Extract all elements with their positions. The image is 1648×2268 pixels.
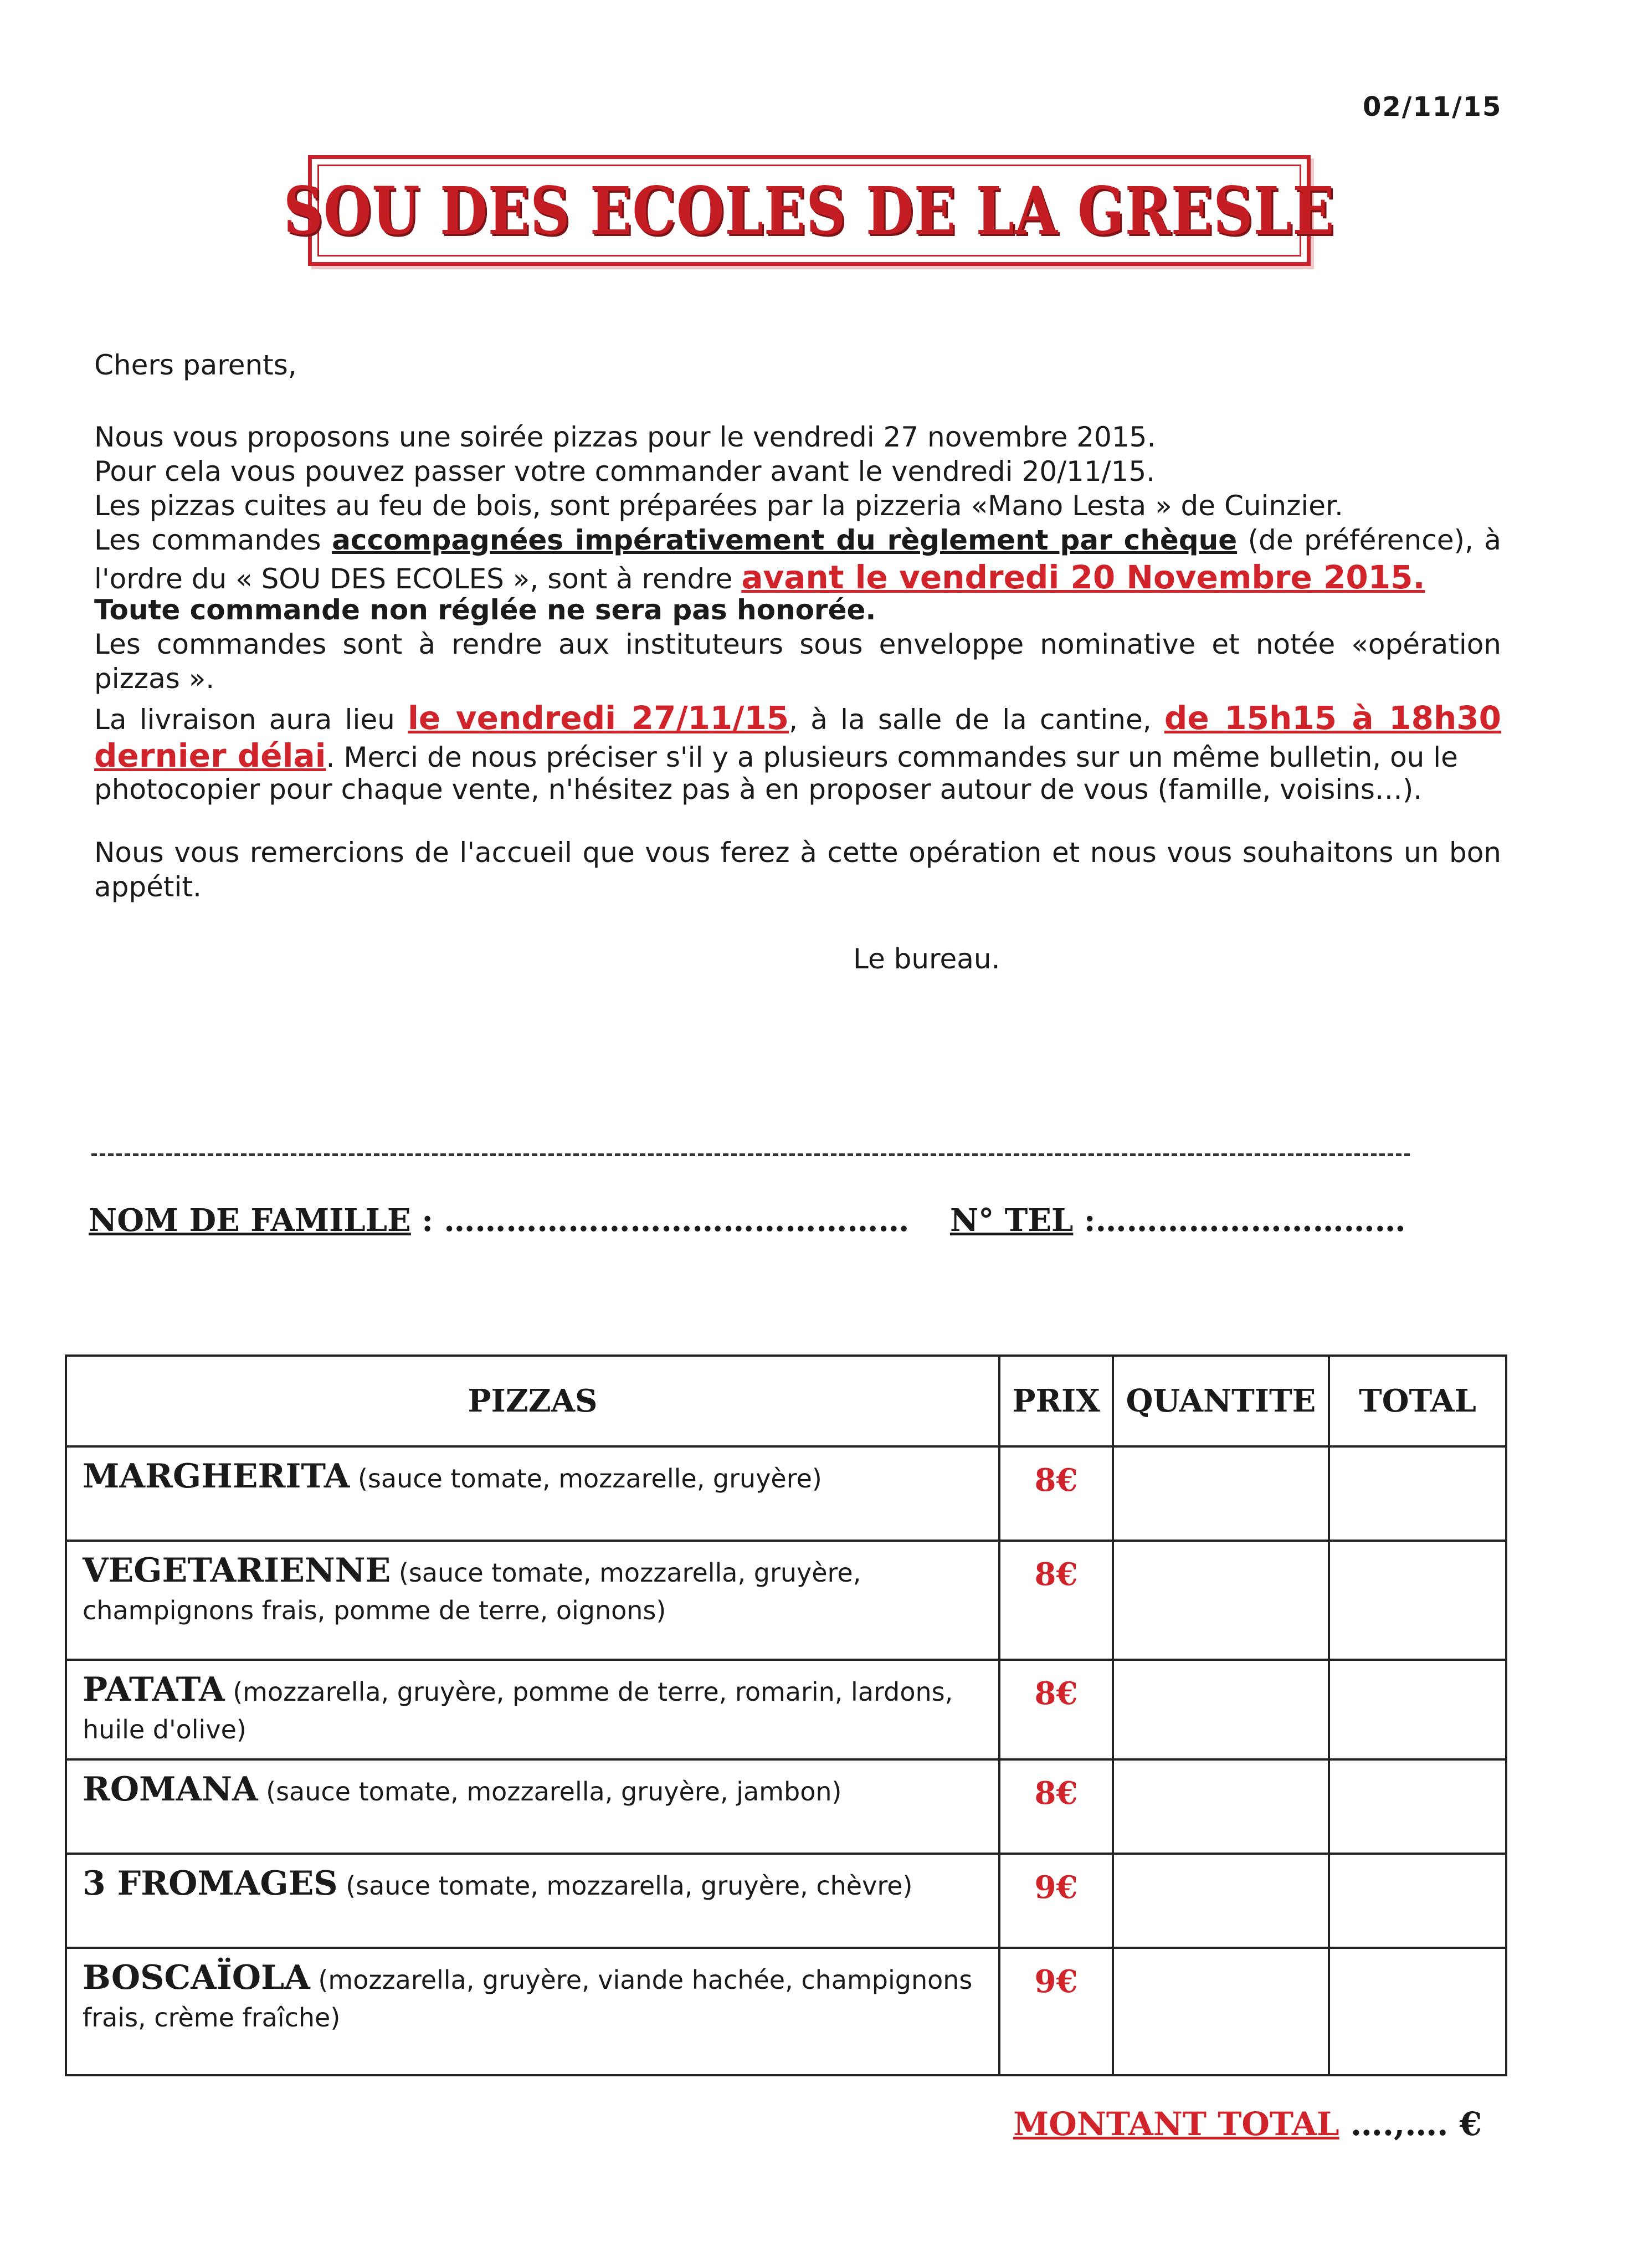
quantity-cell[interactable] [1113, 1660, 1329, 1759]
pizza-ingredients: (sauce tomate, mozzarella, gruyère, champignons frais, pomme de terre, oignons) [83, 1558, 861, 1625]
column-header-pizzas: PIZZAS [66, 1356, 999, 1446]
price-cell: 8€ [999, 1446, 1113, 1541]
paragraph-line: Pour cela vous pouvez passer votre commander avant le vendredi 20/11/15. [94, 455, 1156, 488]
phone-field[interactable] [950, 1202, 1406, 1239]
text-segment: (de préférence), à [1247, 524, 1501, 556]
pizza-ingredients: (mozzarella, gruyère, viande hachée, champignons frais, crème fraîche) [83, 1965, 973, 2033]
family-name-label: NOM DE FAMILLE [89, 1202, 411, 1239]
quantity-cell[interactable] [1113, 1541, 1329, 1660]
price-cell: 9€ [999, 1854, 1113, 1948]
cut-line-divider [91, 1153, 1410, 1156]
pizza-name: ROMANA [83, 1770, 258, 1809]
pizza-cell [66, 1759, 999, 1854]
total-cell[interactable] [1329, 1660, 1506, 1759]
paragraph-line: photocopier pour chaque vente, n'hésitez pas à en proposer autour de vous (famille, voisins…). [94, 773, 1423, 805]
quantity-cell[interactable] [1113, 1948, 1329, 2075]
grand-total-label: MONTANT TOTAL [1013, 2105, 1339, 2143]
paragraph-line: Les commandes sont à rendre aux instituteurs sous enveloppe nominative et notée «opération [94, 628, 1501, 660]
pizza-name: MARGHERITA [83, 1457, 350, 1496]
pizza-ingredients: (mozzarella, gruyère, pomme de terre, romarin, lardons, huile d'olive) [83, 1677, 953, 1744]
column-header-total: TOTAL [1329, 1356, 1506, 1446]
table-row [66, 1541, 1506, 1660]
title-banner [284, 155, 1335, 266]
paragraph-line [94, 558, 1501, 596]
paragraph-line: Les pizzas cuites au feu de bois, sont préparées par la pizzeria «Mano Lesta » de Cuinzier. [94, 490, 1343, 522]
family-name-blank[interactable]: : ……………………………………… [410, 1202, 910, 1239]
family-name-field[interactable] [89, 1202, 909, 1239]
paragraph-line: pizzas ». [94, 663, 215, 695]
deadline-highlight: avant le vendredi 20 Novembre 2015. [741, 558, 1425, 596]
table-row [66, 1660, 1506, 1759]
table-row [66, 1948, 1506, 2075]
total-cell[interactable] [1329, 1541, 1506, 1660]
pizza-cell [66, 1854, 999, 1948]
greeting: Chers parents, [94, 349, 297, 381]
total-cell[interactable] [1329, 1854, 1506, 1948]
pizza-cell [66, 1446, 999, 1541]
column-header-price: PRIX [999, 1356, 1113, 1446]
paragraph-line [94, 524, 1501, 556]
emphasis-payment: accompagnées impérativement du règlement par chèque [332, 524, 1238, 556]
pizza-name: VEGETARIENNE [83, 1551, 391, 1590]
document-date: 02/11/15 [1363, 91, 1502, 122]
price-cell: 8€ [999, 1541, 1113, 1660]
pizza-order-table [65, 1354, 1507, 2076]
column-header-quantity: QUANTITE [1113, 1356, 1329, 1446]
pizza-cell [66, 1541, 999, 1660]
pizza-name: 3 FROMAGES [83, 1864, 338, 1903]
text-segment: l'ordre du « SOU DES ECOLES », sont à rendre [94, 563, 733, 595]
table-row [66, 1446, 1506, 1541]
delivery-time-highlight: de 15h15 à 18h30 [1164, 699, 1501, 737]
grand-total-line [1013, 2105, 1482, 2143]
paragraph-line [94, 737, 1501, 774]
text-segment: . Merci de nous préciser s'il y a plusieurs commandes sur un même bulletin, ou le [326, 741, 1458, 773]
total-cell[interactable] [1329, 1446, 1506, 1541]
pizza-ingredients: (sauce tomate, mozzarella, gruyère, jambon) [258, 1777, 842, 1807]
text-segment: Les commandes [94, 524, 321, 556]
text-segment: , à la salle de la cantine, [789, 704, 1152, 736]
title-banner-frame [284, 165, 1335, 256]
paragraph-line: Nous vous proposons une soirée pizzas pour le vendredi 27 novembre 2015. [94, 421, 1156, 453]
quantity-cell[interactable] [1113, 1854, 1329, 1948]
grand-total-blank[interactable]: ….,…. € [1339, 2105, 1482, 2143]
table-row [66, 1854, 1506, 1948]
price-cell: 9€ [999, 1948, 1113, 2075]
table-row [66, 1759, 1506, 1854]
paragraph-line: Nous vous remercions de l'accueil que vous ferez à cette opération et nous vous souhaitons un bon [94, 837, 1501, 869]
phone-blank[interactable]: :………………………… [1073, 1202, 1406, 1239]
quantity-cell[interactable] [1113, 1759, 1329, 1854]
paragraph-line [94, 699, 1501, 737]
table-header-row [66, 1356, 1506, 1446]
phone-label: N° TEL [950, 1202, 1074, 1239]
text-segment: La livraison aura lieu [94, 704, 395, 736]
paragraph-line: appétit. [94, 871, 202, 903]
pizza-cell [66, 1660, 999, 1759]
total-cell[interactable] [1329, 1759, 1506, 1854]
document-title: SOU DES ECOLES DE LA GRESLE [284, 172, 1335, 249]
delivery-date-highlight: le vendredi 27/11/15 [408, 699, 789, 737]
pizza-ingredients: (sauce tomate, mozzarelle, gruyère) [350, 1464, 822, 1494]
last-delay-highlight: dernier délai [94, 737, 326, 774]
pizza-ingredients: (sauce tomate, mozzarella, gruyère, chèvre) [337, 1871, 913, 1901]
signature: Le bureau. [853, 943, 1000, 975]
pizza-name: BOSCAÏOLA [83, 1958, 310, 1997]
price-cell: 8€ [999, 1759, 1113, 1854]
warning-line: Toute commande non réglée ne sera pas honorée. [94, 594, 876, 626]
total-cell[interactable] [1329, 1948, 1506, 2075]
price-cell: 8€ [999, 1660, 1113, 1759]
pizza-cell [66, 1948, 999, 2075]
pizza-name: PATATA [83, 1670, 225, 1709]
quantity-cell[interactable] [1113, 1446, 1329, 1541]
